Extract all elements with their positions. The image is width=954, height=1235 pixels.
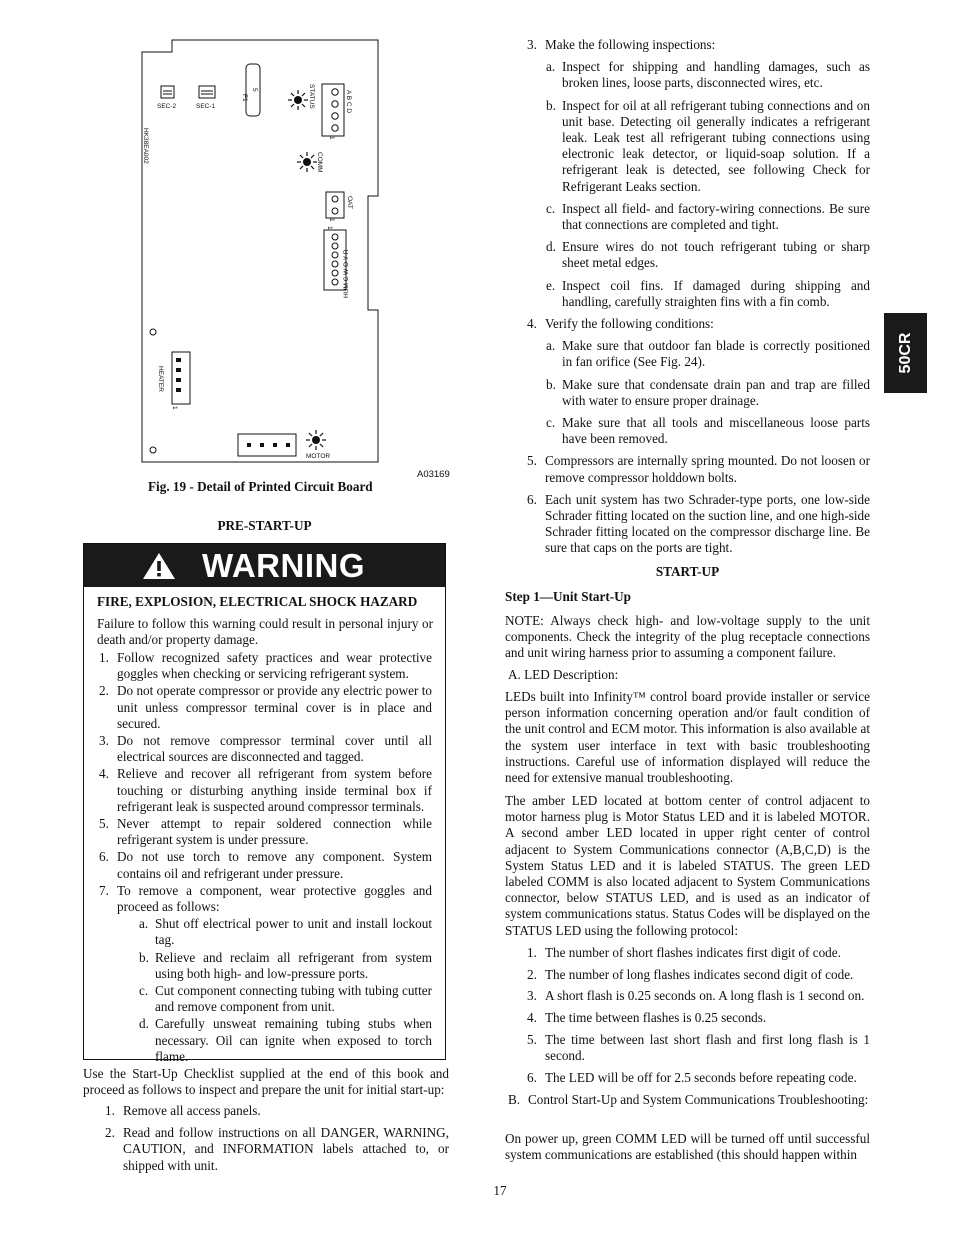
section-tab-label: 50CR	[896, 332, 914, 374]
sub-list-item: d. Ensure wires do not touch refrigerant tubing or sharp sheet metal edges.	[546, 239, 870, 271]
hazard-intro: Failure to follow this warning could result in personal injury or death and/or property damage.	[97, 616, 433, 648]
part-number-label: HK38EA002	[142, 128, 149, 164]
status-led-icon	[288, 90, 308, 110]
f1-value: 5	[251, 88, 258, 92]
list-item: 1. The number of short flashes indicates first digit of code.	[527, 945, 841, 960]
list-item: 3. Make the following inspections:	[527, 37, 716, 52]
circuit-board-figure	[140, 36, 380, 464]
sec2-label: SEC-2	[157, 103, 177, 110]
sub-list-item: a. Inspect for shipping and handling damages, such as broken lines, loose parts, disconnected wires, etc.	[546, 59, 870, 91]
sub-list-item: a. Make sure that outdoor fan blade is correctly positioned in fan orifice (See Fig. 24).	[546, 338, 870, 370]
comm-led-icon	[297, 152, 317, 172]
list-item: 6. The LED will be off for 2.5 seconds before repeating code.	[527, 1069, 857, 1085]
status-label: STATUS	[308, 84, 315, 109]
protocol-list	[527, 945, 870, 1086]
hazard-list	[99, 650, 432, 1065]
sec1-label: SEC-1	[196, 103, 216, 110]
heater-label: HEATER	[157, 366, 164, 392]
led-paragraph: LEDs built into Infinity™ control board provide installer or service person information concerning operation and/or fault condition of the unit control and ECM motor. This information is also available at the system user interface in text with basic troubleshooting instructions. Careful use of information displayed will reduce the need for extensive manual troubleshooting.	[505, 689, 870, 786]
page-number: 17	[493, 1183, 507, 1198]
f1-label: F1	[241, 94, 248, 102]
hum-row-label: HUM C W O Y R	[343, 249, 350, 298]
list-item: 7. To remove a component, wear protective goggles and proceed as follows:	[99, 882, 432, 915]
sub-list-item: b. Inspect for oil at all refrigerant tubing connections and on unit base. Detecting oil generally indicates a refrigerant leak. Leak test all refrigerant tubing connections using electronic leak detector, or liquid-soap solution. If a refrigerant leak is detected, see following Check for Refrigerant Leaks section.	[546, 97, 870, 194]
list-item: 6. Each unit system has two Schrader-type ports, one low-side Schrader fitting located on the suction line, and one high-side Schrader fitting located on the compressor discharge line. Be sure that caps on the ports are tight.	[527, 491, 870, 556]
troubleshooting-heading: B. Control Start-Up and System Communications Troubleshooting:	[508, 1092, 869, 1107]
figure-caption: Fig. 19 - Detail of Printed Circuit Board	[148, 479, 373, 494]
motor-label: MOTOR	[306, 453, 331, 460]
list-item: 5. Compressors are internally spring mounted. Do not loosen or remove compressor holddown bolts.	[527, 453, 870, 485]
circuit-board-drawing	[140, 36, 380, 464]
oat-label: OAT	[346, 196, 353, 209]
oat-pin1-label: 1	[328, 218, 335, 222]
startup-heading: START-UP	[655, 564, 720, 579]
list-item: 4. Verify the following conditions:	[527, 316, 714, 332]
sub-list	[527, 59, 870, 310]
warning-box	[83, 543, 446, 1064]
sub-list-item: c. Inspect all field- and factory-wiring connections. Be sure that connections are completed and tight.	[546, 200, 870, 233]
sub-list	[527, 338, 870, 447]
sub-list-item: e. Inspect coil fins. If damaged during shipping and handling, carefully straighten fins with a fin comb.	[546, 277, 870, 309]
sub-list-item: b. Relieve and reclaim all refrigerant from system using both high- and low-pressure ports.	[139, 949, 432, 981]
list-item: 3. Do not remove compressor terminal cover until all electrical sources are disconnected and tagged.	[99, 733, 432, 765]
section-tab	[884, 313, 927, 393]
hazard-title: FIRE, EXPLOSION, ELECTRICAL SHOCK HAZARD	[97, 594, 418, 609]
hum-pin1-label: 1	[326, 226, 333, 230]
sub-list-item: c. Cut component connecting tubing with tubing cutter and remove component from unit.	[139, 983, 432, 1015]
prep-steps	[105, 1103, 449, 1174]
list-item: 6. Do not use torch to remove any component. System contains oil and refrigerant under pressure.	[99, 849, 432, 881]
sub-list-item: a. Shut off electrical power to unit and install lockout tag.	[139, 916, 432, 948]
figure-code: A03169	[417, 469, 450, 480]
checklist-paragraph: Use the Start-Up Checklist supplied at the end of this book and proceed as follows to inspect and prepare the unit for initial start-up:	[83, 1066, 449, 1098]
prestart-heading: PRE-START-UP	[217, 518, 312, 533]
motor-led-icon	[306, 430, 326, 450]
note-paragraph: NOTE: Always check high- and low-voltage supply to the unit components. Check the integrity of the plug receptacle connections and unit wiring harness prior to assuming a component failure.	[505, 613, 870, 661]
abcd-pin1-label: 1	[328, 136, 335, 140]
list-item: 4. Relieve and recover all refrigerant from system before touching or disturbing anything inside terminal box if refrigerant leak is suspected around compressor terminals.	[99, 766, 432, 814]
abcd-label: A B C D	[345, 90, 352, 114]
list-item: 2. Do not operate compressor or provide any electric power to unit unless compressor terminal cover is in place and secured.	[99, 683, 432, 731]
list-item: 2. Read and follow instructions on all DANGER, WARNING, CAUTION, and INFORMATION labels attached to, or shipped with unit.	[105, 1125, 449, 1173]
list-item: 2. The number of long flashes indicates second digit of code.	[527, 966, 854, 982]
power-up-paragraph: On power up, green COMM LED will be turned off until successful system communications are established (this should happen within	[505, 1131, 870, 1163]
warning-title: WARNING	[202, 547, 365, 584]
comm-label: COMM	[316, 152, 323, 173]
step1-heading: Step 1—Unit Start-Up	[505, 589, 632, 604]
status-paragraph: The amber LED located at bottom center of control adjacent to motor harness plug is Motor Status LED and it is labeled MOTOR. A second amber LED located in upper right center of control adjacent to System Communications connector (A,B,C,D) is the System Status LED and it is labeled STATUS. The green LED labeled COMM is also located adjacent to System Communications connector, below STATUS LED, and is used as an indicator of system communications status. Status Codes will be displayed on the STATUS LED using the following protocol:	[505, 793, 870, 938]
sub-list-item: c. Make sure that all tools and miscellaneous loose parts have been removed.	[546, 415, 870, 447]
led-description-heading: A. LED Description:	[508, 667, 619, 682]
list-item: 3. A short flash is 0.25 seconds on. A long flash is 1 second on.	[527, 988, 865, 1004]
list-item: 5. Never attempt to repair soldered connection while refrigerant system is under pressure.	[99, 816, 432, 848]
list-item: 5. The time between last short flash and first long flash is 1 second.	[527, 1031, 870, 1064]
list-item: 4. The time between flashes is 0.25 seconds.	[527, 1010, 767, 1026]
sub-list	[99, 916, 432, 1065]
warning-triangle-icon	[142, 552, 176, 580]
sub-list-item: d. Carefully unsweat remaining tubing stubs when necessary. Oil can ignite when exposed to torch flame.	[139, 1016, 432, 1064]
heater-pin1-label: 1	[171, 406, 178, 410]
list-item: 1. Remove all access panels.	[105, 1103, 261, 1118]
list-item: 1. Follow recognized safety practices and wear protective goggles when checking or servicing refrigerant system.	[99, 650, 432, 682]
inspection-steps	[527, 37, 870, 557]
sub-list-item: b. Make sure that condensate drain pan and trap are filled with water to ensure proper drainage.	[546, 376, 870, 408]
warning-bar	[84, 544, 445, 587]
